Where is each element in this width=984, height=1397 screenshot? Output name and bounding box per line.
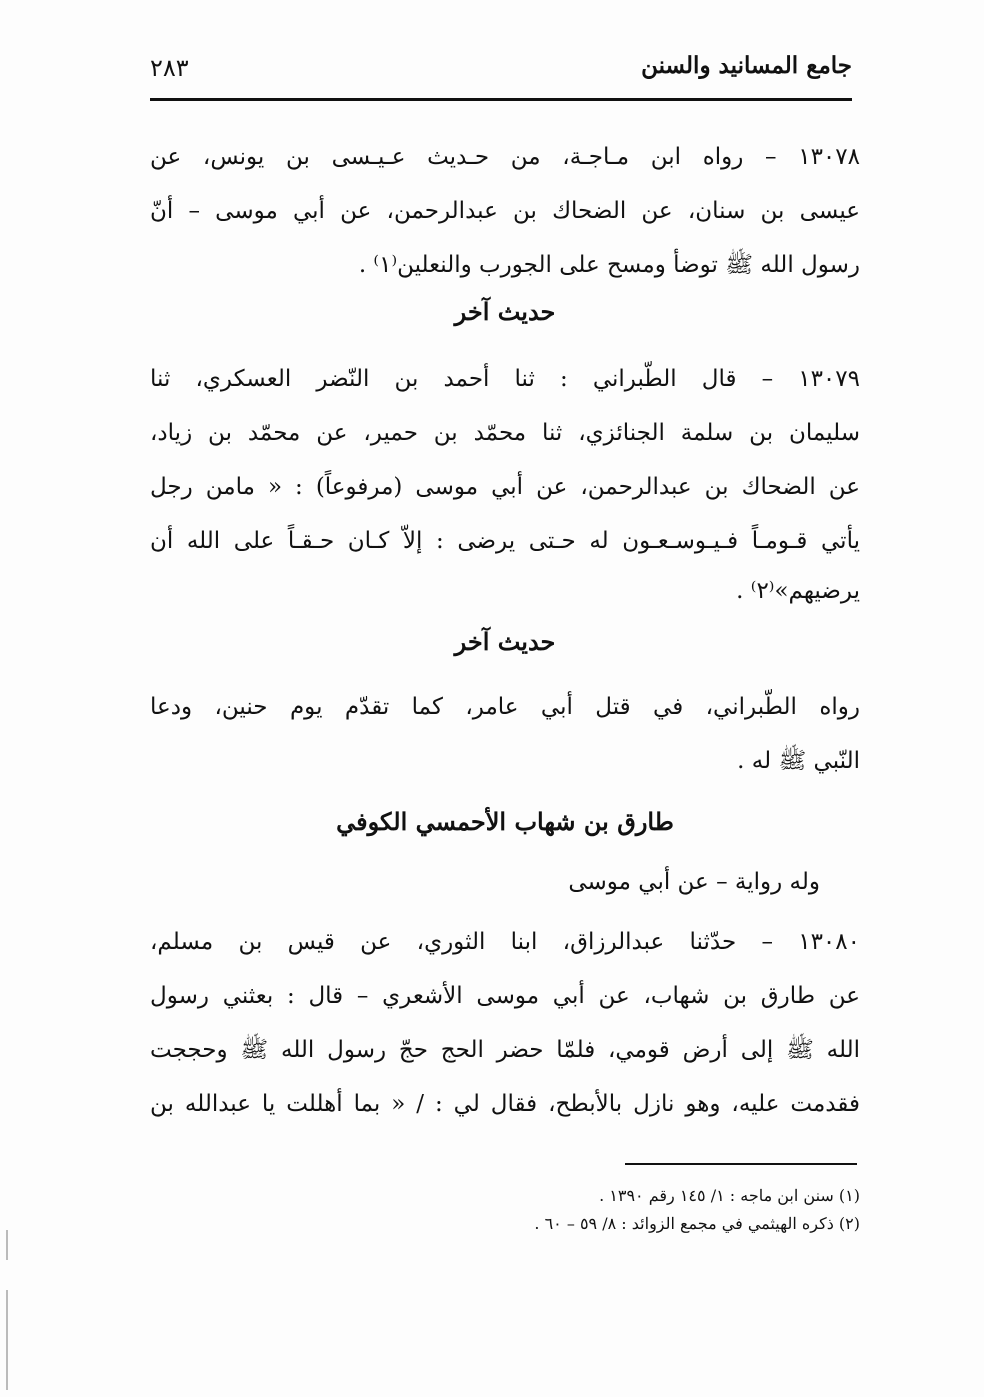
heading-text: حديث آخر — [454, 297, 556, 326]
scan-margin-mark — [6, 1230, 8, 1260]
narration-abu-amir — [150, 680, 860, 788]
footnote-1: (١) سنن ابن ماجه : ١/ ١٤٥ رقم ١٣٩٠ . — [599, 1186, 860, 1205]
running-title: جامع المسانيد والسنن — [641, 52, 852, 79]
text-line: ١٣٠٧٨ – رواه ابن مـاجـة، من حـديث عـيـسى بن يونس، عن — [150, 144, 860, 170]
text-line: رسول الله ﷺ توضأ ومسح على الجورب والنعلين⁽١⁾ . — [358, 252, 860, 278]
heading-text: حديث آخر — [454, 627, 556, 656]
text-line: الله ﷺ إلى أرض قومي، فلمّا حضر الحج حجّ رسول الله ﷺ وحججت — [150, 1037, 860, 1063]
hadith-13079 — [150, 352, 860, 614]
page-header — [150, 40, 852, 98]
text-line: النّبي ﷺ له . — [737, 748, 860, 774]
text-line: عن الضحاك بن عبدالرحمن، عن أبي موسى (مرفوعاً) : « مامن رجل — [150, 474, 860, 500]
footnote-rule — [625, 1163, 857, 1165]
text-line: ١٣٠٧٩ – قال الطّبراني : ثنا أحمد بن النّضر العسكري، ثنا — [150, 366, 860, 392]
section-heading — [150, 285, 860, 339]
text-line: سليمان بن سلمة الجنائزي، ثنا محمّد بن حمير، عن محمّد بن زياد، — [150, 420, 860, 446]
section-heading — [150, 615, 860, 669]
header-rule — [150, 98, 852, 101]
text-line: رواه الطّبراني، في قتل أبي عامر، كما تقدّم يوم حنين، ودعا — [150, 694, 860, 720]
page-number: ٢٨٣ — [150, 54, 189, 82]
narration-subheading — [150, 855, 860, 909]
hadith-13078 — [150, 130, 860, 292]
narrator-heading — [150, 795, 860, 849]
footnote-2: (٢) ذكره الهيثمي في مجمع الزوائد : ٨/ ٥٩ – ٦٠ . — [534, 1214, 860, 1233]
hadith-13080 — [150, 915, 860, 1131]
text-line: يأتي قـومـاً فـيـوسـعـون له حـتى يرضى : إلاّ كـان حـقـاً على الله أن — [150, 528, 860, 554]
scan-margin-mark — [6, 1290, 8, 1390]
text-line: يرضيهم»⁽٢⁾ . — [736, 578, 860, 604]
text-line: ١٣٠٨٠ – حدّثنا عبدالرزاق، ابنا الثوري، عن قيس بن مسلم، — [150, 929, 860, 955]
text-line: فقدمت عليه، وهو نازل بالأبطح، فقال لي : / « بما أهللت يا عبدالله بن — [150, 1091, 860, 1117]
text-line: عيسى بن سنان، عن الضحاك بن عبدالرحمن، عن أبي موسى – أنّ — [150, 198, 860, 224]
text-line: وله رواية – عن أبي موسى — [568, 869, 820, 895]
heading-text: طارق بن شهاب الأحمسي الكوفي — [336, 807, 674, 836]
text-line: عن طارق بن شهاب، عن أبي موسى الأشعري – قال : بعثني رسول — [150, 983, 860, 1009]
footnotes — [150, 1182, 860, 1238]
